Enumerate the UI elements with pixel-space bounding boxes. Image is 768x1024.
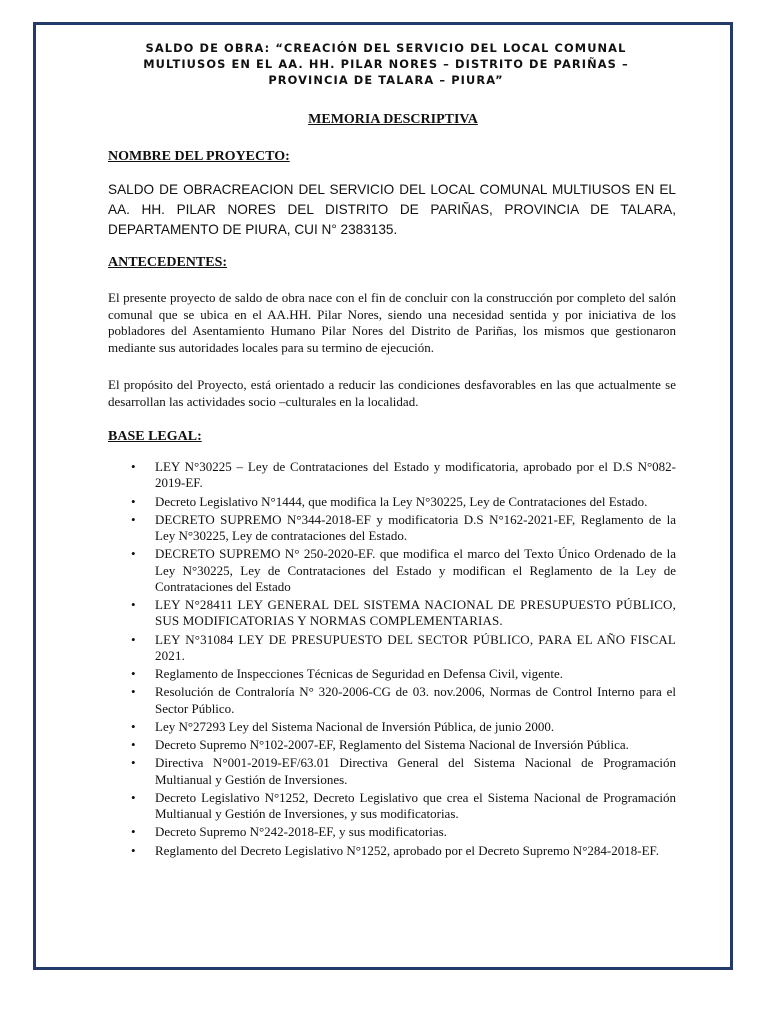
legal-basis-item (108, 512, 676, 544)
section-heading-project-name: NOMBRE DEL PROYECTO: (108, 149, 290, 164)
legal-basis-item-text: DECRETO SUPREMO N°344-2018-EF y modificatoria D.S N°162-2021-EF, Reglamento de la Ley N°30225, Ley de contrataciones del Estado. (155, 511, 676, 543)
legal-basis-item-text: LEY N°30225 – Ley de Contrataciones del Estado y modificatoria, aprobado por el D.S N°082-2019-EF. (155, 459, 676, 491)
bullet-icon: • (131, 546, 136, 562)
legal-basis-list (108, 459, 676, 861)
legal-basis-item (108, 755, 676, 787)
bullet-icon: • (131, 631, 136, 647)
section-heading-background: ANTECEDENTES: (108, 255, 228, 270)
legal-basis-item (108, 597, 676, 629)
bullet-icon: • (131, 493, 136, 509)
legal-basis-item-text: LEY N°28411 LEY GENERAL DEL SISTEMA NACIONAL DE PRESUPUESTO PÚBLICO, SUS MODIFICATORIAS Y NORMAS COMPLEMENTARIAS. (155, 597, 676, 629)
document-header-title (100, 40, 672, 88)
bullet-icon: • (131, 459, 136, 474)
legal-basis-item-text: Directiva N°001-2019-EF/63.01 Directiva General del Sistema Nacional de Programación Multianual y Gestión de Inversiones. (155, 755, 676, 787)
legal-basis-item-text: Reglamento de Inspecciones Técnicas de Seguridad en Defensa Civil, vigente. (155, 666, 564, 681)
legal-basis-item (108, 824, 676, 840)
bullet-icon: • (131, 597, 136, 612)
header-line-1: SALDO DE OBRA: “CREACIÓN DEL SERVICIO DEL LOCAL COMUNAL (145, 41, 627, 55)
legal-basis-item (108, 459, 676, 491)
legal-basis-item (108, 666, 676, 682)
legal-basis-item (108, 790, 676, 822)
bullet-icon: • (131, 789, 136, 805)
legal-basis-item-text: Decreto Legislativo N°1444, que modifica la Ley N°30225, Ley de Contrataciones del Estado. (155, 493, 648, 509)
bullet-icon: • (131, 511, 136, 527)
legal-basis-item-text: Reglamento del Decreto Legislativo N°1252, aprobado por el Decreto Supremo N°284-2018-EF. (155, 842, 659, 858)
background-paragraph-1: El presente proyecto de saldo de obra nace con el fin de concluir con la construcción por completo del salón comunal que se ubica en el AA.HH. Pilar Nores, siendo una necesidad sentida y por iniciativa de los pobladores del Asentamiento Humano Pilar Nores del Distrito de Pariñas, los mismos que gestionaron mediante sus autoridades locales para su termino de ejecución. (108, 290, 676, 355)
legal-basis-item (108, 737, 676, 753)
bullet-icon: • (131, 666, 136, 681)
document-title: MEMORIA DESCRIPTIVA (308, 112, 478, 127)
legal-basis-item (108, 684, 676, 716)
legal-basis-item-text: Decreto Supremo N°102-2007-EF, Reglamento del Sistema Nacional de Inversión Pública. (155, 737, 629, 753)
legal-basis-item (108, 843, 676, 859)
legal-basis-item-text: Ley N°27293 Ley del Sistema Nacional de Inversión Pública, de junio 2000. (155, 718, 555, 734)
bullet-icon: • (131, 684, 136, 700)
bullet-icon: • (131, 824, 136, 840)
legal-basis-item-text: Resolución de Contraloría N° 320-2006-CG de 03. nov.2006, Normas de Control Interno para el Sector Público. (155, 684, 676, 716)
legal-basis-item-text: Decreto Supremo N°242-2018-EF, y sus modificatorias. (155, 824, 447, 840)
legal-basis-item-text: Decreto Legislativo N°1252, Decreto Legislativo que crea el Sistema Nacional de Programación Multianual y Gestión de Inversiones, y sus modificatorias. (155, 789, 676, 822)
legal-basis-item (108, 719, 676, 735)
bullet-icon: • (131, 842, 136, 858)
header-line-2: MULTIUSOS EN EL AA. HH. PILAR NORES – DISTRITO DE PARIÑAS – (143, 57, 629, 71)
legal-basis-item-text: DECRETO SUPREMO N° 250-2020-EF. que modifica el marco del Texto Único Ordenado de la Ley N°30225, Ley de Contrataciones del Estado y modifican el Reglamento de la Ley de Contrataciones del Estado (155, 546, 676, 594)
bullet-icon: • (131, 737, 136, 753)
background-paragraph-2: El propósito del Proyecto, está orientado a reducir las condiciones desfavorables en las que actualmente se desarrollan las actividades socio –culturales en la localidad. (108, 377, 676, 409)
section-heading-legal-basis: BASE LEGAL: (108, 429, 202, 444)
project-name-text: SALDO DE OBRACREACION DEL SERVICIO DEL LOCAL COMUNAL MULTIUSOS EN EL AA. HH. PILAR NORES DEL DISTRITO DE PARIÑAS, PROVINCIA DE TALARA, DEPARTAMENTO DE PIURA, CUI N° 2383135. (108, 182, 676, 237)
legal-basis-item (108, 546, 676, 595)
legal-basis-item (108, 494, 676, 510)
bullet-icon: • (131, 755, 136, 771)
bullet-icon: • (131, 718, 136, 734)
header-line-3: PROVINCIA DE TALARA – PIURA” (268, 73, 504, 87)
legal-basis-item (108, 632, 676, 664)
legal-basis-item-text: LEY N°31084 LEY DE PRESUPUESTO DEL SECTOR PÚBLICO, PARA EL AÑO FISCAL 2021. (155, 631, 676, 663)
